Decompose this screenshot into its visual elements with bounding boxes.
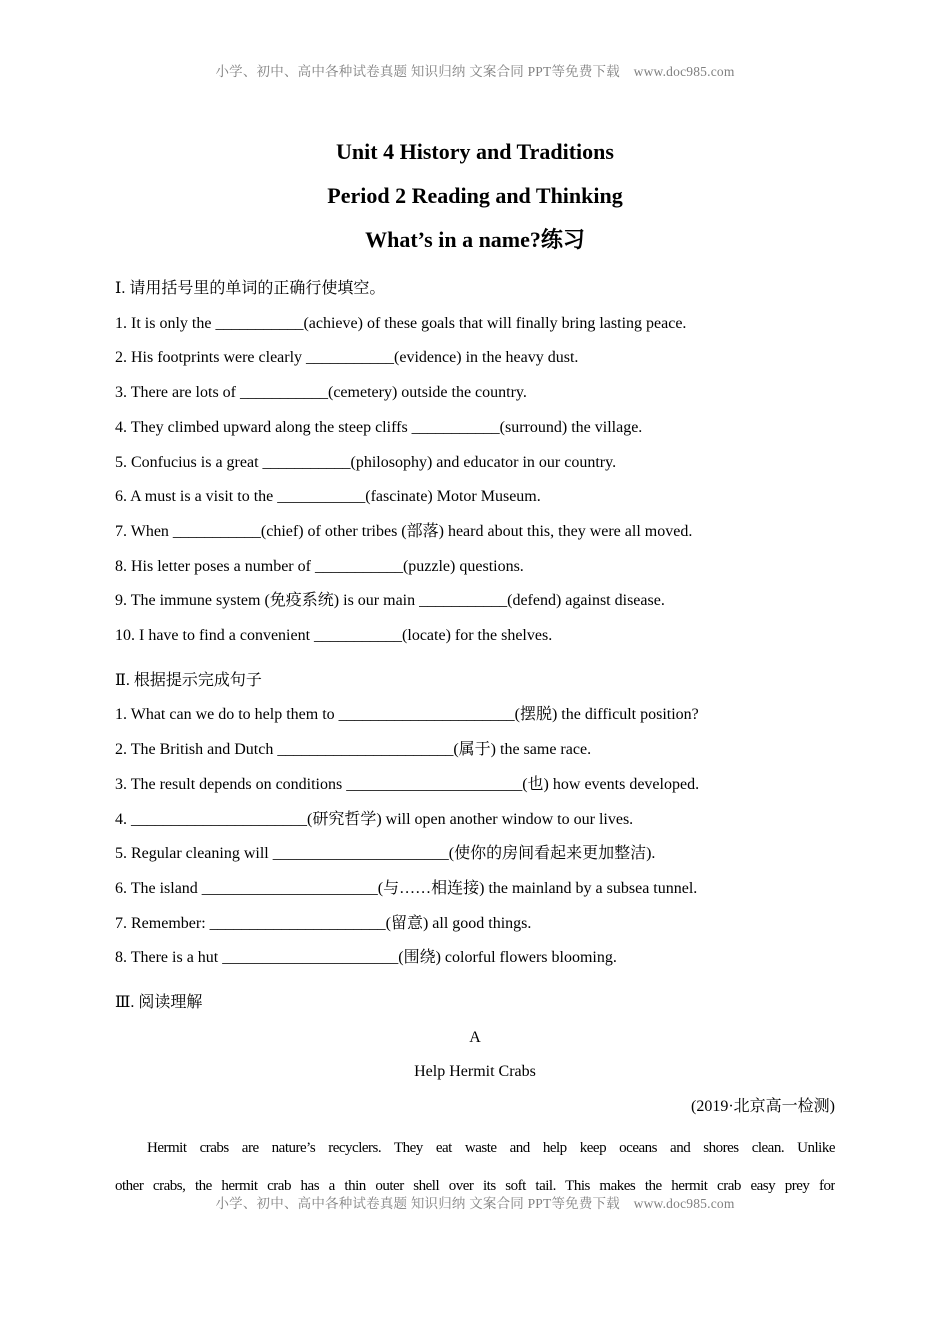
fill-blank-item: 7. When ___________(chief) of other tribes (部落) heard about this, they were all moved. (115, 522, 693, 540)
document-title-block (115, 130, 835, 262)
completion-item: 4. ______________________(研究哲学) will open another window to our lives. (115, 810, 634, 828)
section-3-heading: Ⅲ. 阅读理解 (115, 994, 203, 1012)
completion-item: 8. There is a hut ______________________(围绕) colorful flowers blooming. (115, 949, 617, 967)
passage-line: Hermit crabs are nature’s recyclers. They eat waste and help keep oceans and shores clean. Unlike (147, 1139, 835, 1156)
completion-item: 7. Remember: ______________________(留意) all good things. (115, 914, 532, 932)
passage-source: (2019·北京高一检测) (691, 1098, 835, 1116)
fill-blank-item: 10. I have to find a convenient ___________(locate) for the shelves. (115, 627, 553, 645)
fill-blank-item: 8. His letter poses a number of ___________(puzzle) questions. (115, 557, 524, 575)
passage-body (115, 1129, 835, 1206)
title-unit: Unit 4 History and Traditions (336, 139, 614, 164)
section-2-complete-sentences (115, 664, 835, 976)
section-1-heading: Ⅰ. 请用括号里的单词的正确行使填空。 (115, 280, 386, 297)
site-promo-footer: 小学、初中、高中各种试卷真题 知识归纳 文案合同 PPT等免费下载 www.doc985.com (215, 1196, 735, 1211)
section-2-heading: Ⅱ. 根据提示完成句子 (115, 671, 262, 689)
fill-blank-item: 2. His footprints were clearly ___________(evidence) in the heavy dust. (115, 349, 579, 367)
completion-item: 5. Regular cleaning will ______________________(使你的房间看起来更加整洁). (115, 845, 656, 863)
passage-label: A (469, 1028, 481, 1046)
fill-blank-item: 9. The immune system (免疫系统) is our main ___________(defend) against disease. (115, 592, 665, 610)
fill-blank-item: 1. It is only the ___________(achieve) of these goals that will finally bring lasting peace. (115, 314, 687, 332)
fill-blank-item: 3. There are lots of ___________(cemetery) outside the country. (115, 384, 527, 402)
completion-item: 3. The result depends on conditions ______________________(也) how events developed. (115, 775, 700, 793)
fill-blank-item: 6. A must is a visit to the ___________(fascinate) Motor Museum. (115, 488, 541, 506)
passage-title: Help Hermit Crabs (414, 1063, 536, 1081)
fill-blank-item: 4. They climbed upward along the steep cliffs ___________(surround) the village. (115, 418, 643, 436)
title-exercise: What’s in a name?练习 (365, 227, 585, 252)
section-3-reading-comprehension (115, 986, 835, 1206)
completion-item: 2. The British and Dutch ______________________(属于) the same race. (115, 741, 592, 759)
title-period: Period 2 Reading and Thinking (327, 183, 623, 208)
completion-item: 6. The island ______________________(与……相连接) the mainland by a subsea tunnel. (115, 879, 698, 897)
fill-blank-item: 5. Confucius is a great ___________(philosophy) and educator in our country. (115, 453, 617, 471)
site-promo-header: 小学、初中、高中各种试卷真题 知识归纳 文案合同 PPT等免费下载 www.doc985.com (215, 64, 735, 79)
completion-item: 1. What can we do to help them to ______________________(摆脱) the difficult position? (115, 706, 699, 724)
passage-line: other crabs, the hermit crab has a thin outer shell over its soft tail. This makes the hermit crab easy prey for (115, 1178, 835, 1195)
section-1-fill-blanks (115, 272, 835, 654)
